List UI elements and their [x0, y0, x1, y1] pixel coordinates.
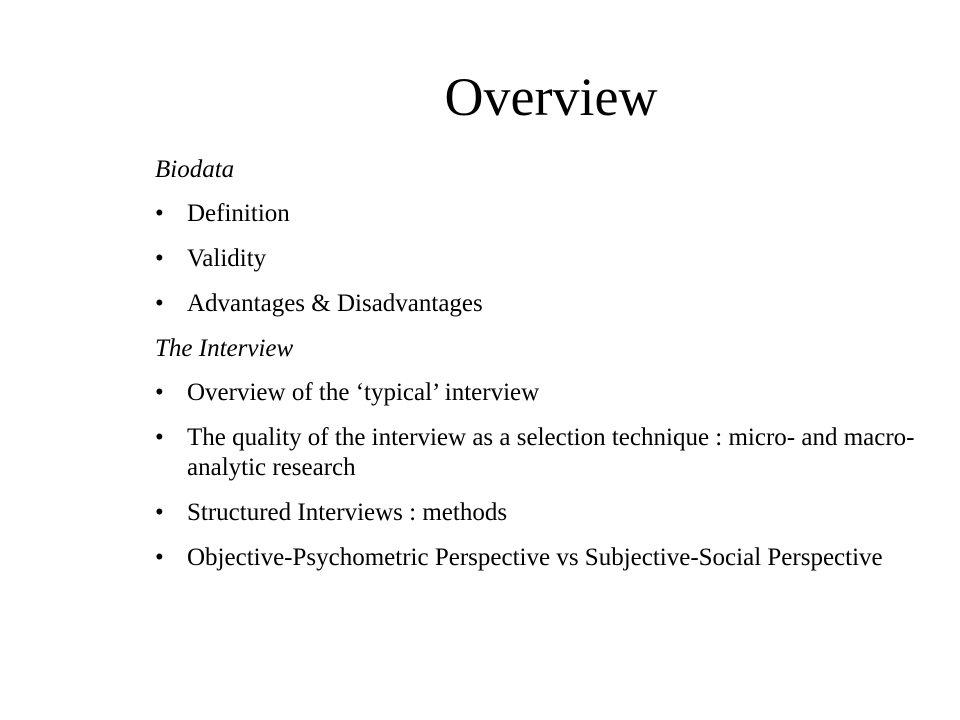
bullet-item — [155, 423, 935, 483]
bullet-text: The quality of the interview as a selection technique : micro- and macro-analytic research — [187, 424, 915, 481]
section-heading-interview: The Interview — [155, 335, 294, 362]
bullet-text: Structured Interviews : methods — [187, 499, 508, 526]
bullet-item — [155, 378, 935, 408]
bullet-list-interview — [155, 378, 935, 573]
bullet-icon: • — [155, 379, 164, 406]
bullet-text: Advantages & Disadvantages — [187, 290, 483, 317]
bullet-item — [155, 543, 935, 573]
slide-content — [155, 155, 935, 588]
bullet-text: Objective-Psychometric Perspective vs Subjective-Social Perspective — [187, 544, 883, 571]
bullet-icon: • — [155, 499, 164, 526]
bullet-item — [155, 244, 935, 274]
bullet-item — [155, 498, 935, 528]
bullet-text: Overview of the ‘typical’ interview — [187, 379, 540, 406]
bullet-icon: • — [155, 544, 164, 571]
bullet-icon: • — [155, 290, 164, 317]
bullet-text: Validity — [187, 245, 267, 272]
bullet-list-biodata — [155, 199, 935, 319]
section-heading-biodata: Biodata — [155, 156, 235, 183]
bullet-icon: • — [155, 424, 164, 451]
bullet-item — [155, 199, 935, 229]
bullet-item — [155, 289, 935, 319]
bullet-icon: • — [155, 245, 164, 272]
slide-title: Overview — [444, 67, 658, 127]
bullet-text: Definition — [187, 200, 290, 227]
bullet-icon: • — [155, 200, 164, 227]
